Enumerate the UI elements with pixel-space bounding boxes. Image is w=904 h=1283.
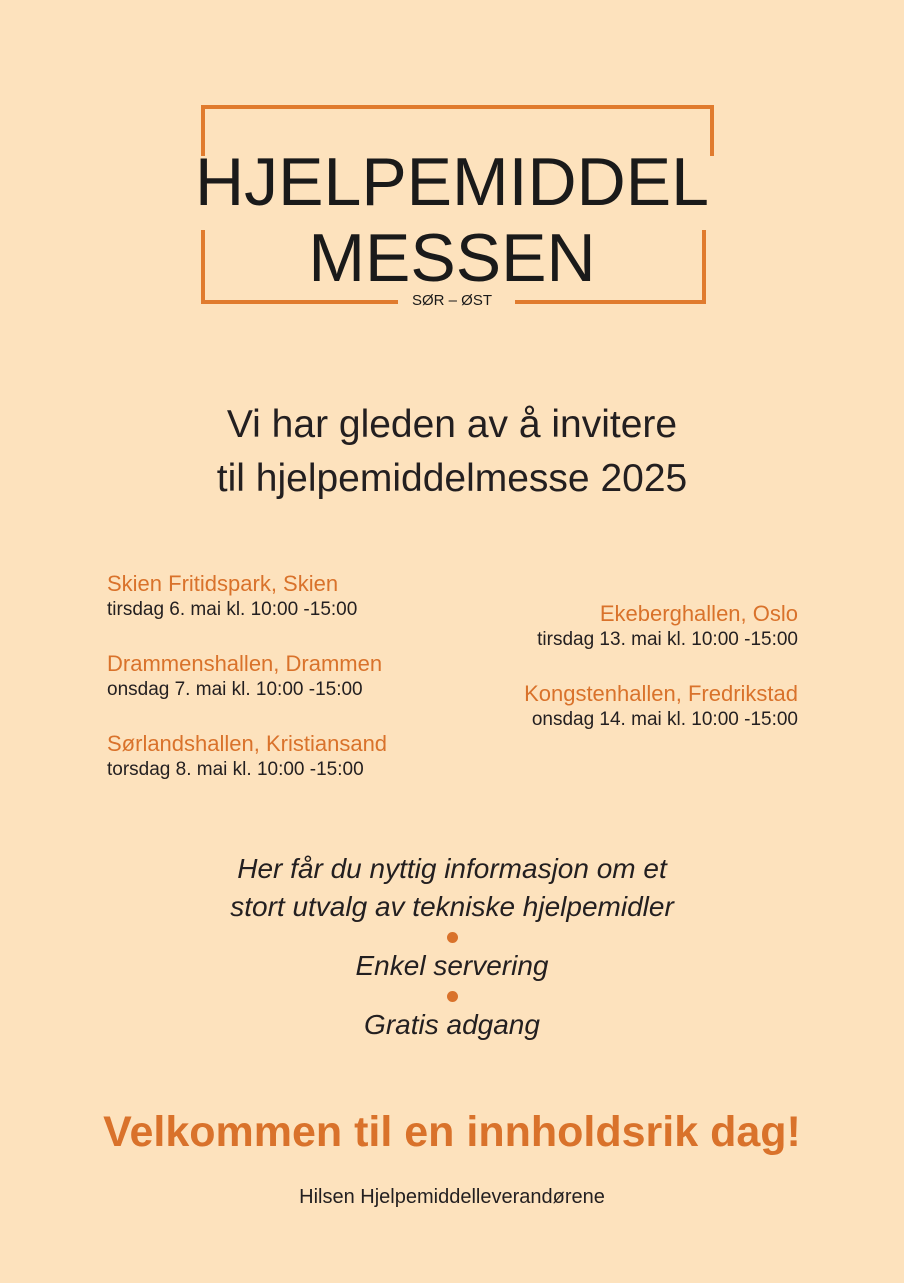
venue-item	[440, 600, 798, 652]
feature-info-line1: Her får du nyttig informasjon om et	[237, 853, 667, 884]
venue-item	[107, 570, 487, 622]
venue-name: Ekeberghallen, Oslo	[599, 601, 798, 626]
logo-title-line2: MESSEN	[308, 220, 596, 296]
invitation-line2: til hjelpemiddelmesse 2025	[216, 457, 688, 500]
logo-subtitle: SØR – ØST	[411, 292, 493, 309]
feature-admission: Gratis adgang	[364, 1009, 540, 1040]
event-logo	[0, 0, 904, 320]
invitation-heading	[0, 398, 904, 506]
venue-name: Drammenshallen, Drammen	[107, 651, 383, 676]
venue-name: Kongstenhallen, Fredrikstad	[524, 681, 798, 706]
venue-name: Skien Fritidspark, Skien	[107, 571, 339, 596]
welcome-message: Velkommen til en innholdsrik dag!	[103, 1108, 801, 1156]
logo-title-line1: HJELPEMIDDEL	[195, 144, 709, 220]
venue-item	[107, 730, 487, 782]
features-list	[0, 850, 904, 1044]
invitation-line1: Vi har gleden av å invitere	[226, 403, 678, 446]
venue-date: tirsdag 13. mai kl. 10:00 -15:00	[537, 629, 798, 650]
venue-date: torsdag 8. mai kl. 10:00 -15:00	[107, 759, 364, 780]
venue-item	[440, 680, 798, 732]
venue-name: Sørlandshallen, Kristiansand	[107, 731, 388, 756]
bullet-dot-icon	[447, 932, 458, 943]
venue-date: onsdag 14. mai kl. 10:00 -15:00	[531, 709, 798, 730]
venue-date: onsdag 7. mai kl. 10:00 -15:00	[107, 679, 363, 700]
greeting-signature: Hilsen Hjelpemiddelleverandørene	[299, 1186, 605, 1208]
venue-date: tirsdag 6. mai kl. 10:00 -15:00	[107, 599, 358, 620]
feature-info-line2: stort utvalg av tekniske hjelpemidler	[230, 891, 674, 922]
venue-list-right	[440, 600, 798, 760]
venue-list-left	[107, 570, 487, 810]
feature-serving: Enkel servering	[355, 950, 549, 981]
venue-item	[107, 650, 487, 702]
bullet-dot-icon	[447, 991, 458, 1002]
